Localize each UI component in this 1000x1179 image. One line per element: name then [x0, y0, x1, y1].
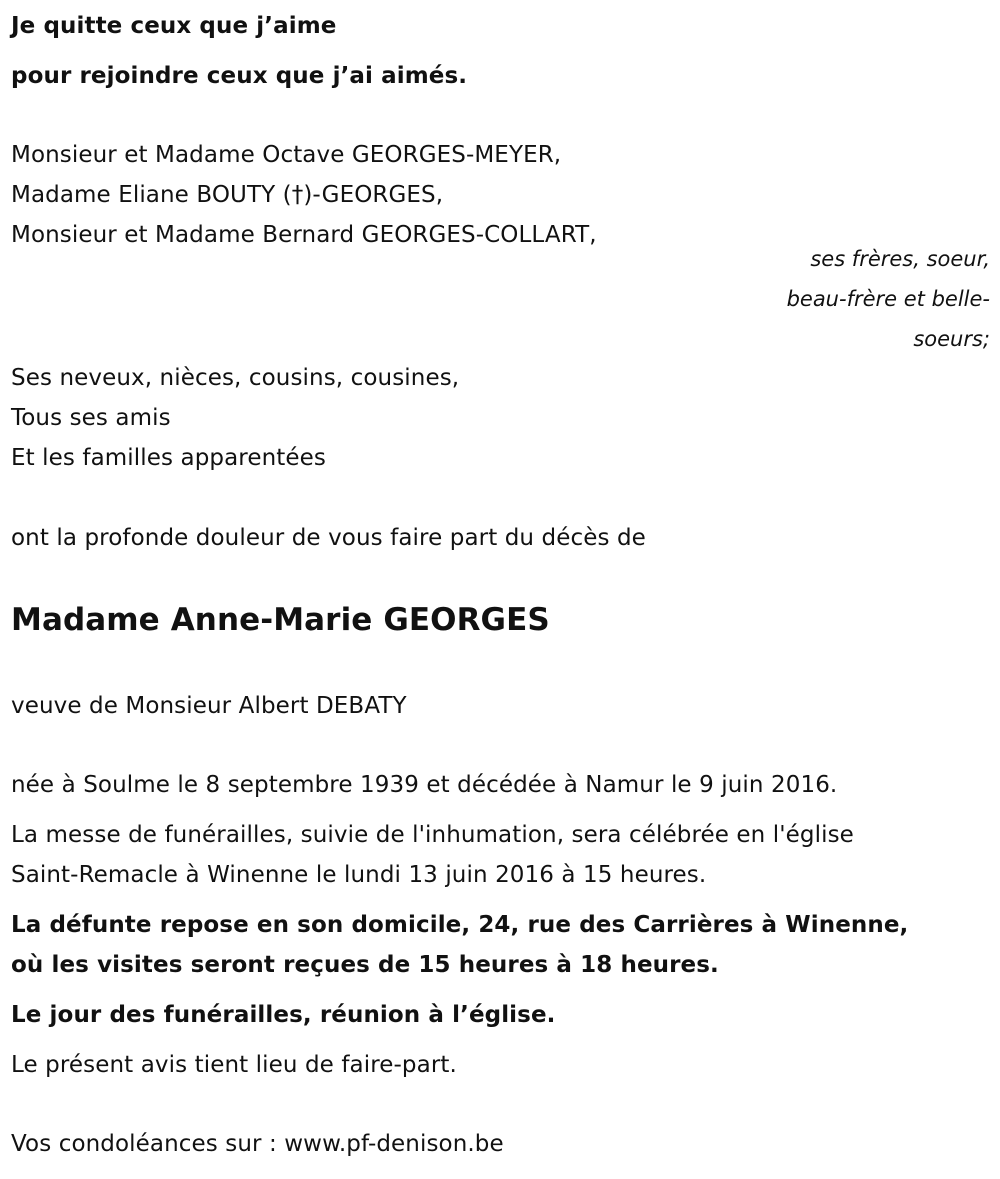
family-line-1: Monsieur et Madame Octave GEORGES-MEYER,	[11, 142, 562, 168]
notice: Le présent avis tient lieu de faire-part.	[11, 1052, 457, 1078]
meeting: Le jour des funérailles, réunion à l’église.	[11, 1002, 556, 1028]
epigraph-line-2: pour rejoindre ceux que j’ai aimés.	[11, 63, 468, 89]
mass-line-2: Saint-Remacle à Winenne le lundi 13 juin 2016 à 15 heures.	[11, 862, 707, 888]
family-line-2: Madame Eliane BOUTY (†)-GEORGES,	[11, 182, 444, 208]
relation-line-1: ses frères, soeur,	[810, 247, 990, 271]
relatives-line-3: Et les familles apparentées	[11, 445, 326, 471]
epigraph-line-1: Je quitte ceux que j’aime	[11, 13, 337, 39]
rest-line-1: La défunte repose en son domicile, 24, rue des Carrières à Winenne,	[11, 912, 909, 938]
mass-line-1: La messe de funérailles, suivie de l'inhumation, sera célébrée en l'église	[11, 822, 854, 848]
relatives-line-1: Ses neveux, nièces, cousins, cousines,	[11, 365, 460, 391]
relation-line-3: soeurs;	[913, 327, 990, 351]
relatives-line-2: Tous ses amis	[11, 405, 171, 431]
birth-death: née à Soulme le 8 septembre 1939 et décédée à Namur le 9 juin 2016.	[11, 772, 838, 798]
deceased-name: Madame Anne-Marie GEORGES	[11, 602, 550, 638]
condolences: Vos condoléances sur : www.pf-denison.be	[11, 1131, 504, 1157]
rest-line-2: où les visites seront reçues de 15 heures à 18 heures.	[11, 952, 719, 978]
relation-line-2: beau-frère et belle-	[786, 287, 990, 311]
widow-of: veuve de Monsieur Albert DEBATY	[11, 693, 407, 719]
family-line-3: Monsieur et Madame Bernard GEORGES-COLLART,	[11, 222, 597, 248]
announcement: ont la profonde douleur de vous faire part du décès de	[11, 525, 646, 551]
